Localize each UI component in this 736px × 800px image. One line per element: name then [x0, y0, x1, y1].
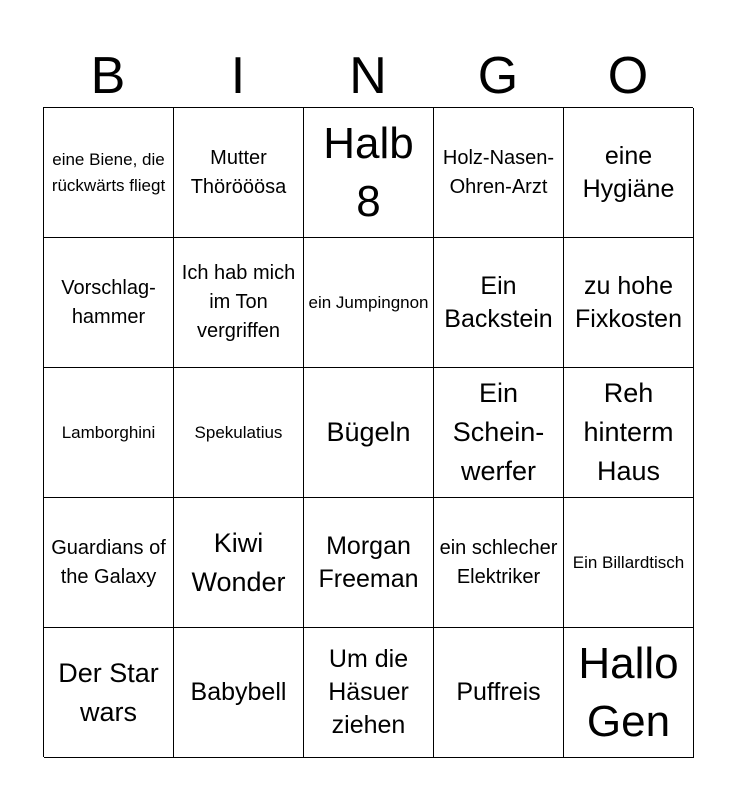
cell-text: Hallo Gen [578, 638, 679, 746]
cell-text: Kiwi Wonder [191, 527, 286, 597]
cell-text: Halb 8 [323, 118, 414, 226]
bingo-cell[interactable] [304, 238, 434, 368]
cell-text: Reh hinterm Haus [583, 378, 674, 486]
bingo-cell[interactable] [174, 108, 304, 238]
bingo-cell[interactable] [564, 368, 694, 498]
bingo-cell[interactable] [434, 498, 564, 628]
bingo-cell[interactable] [44, 498, 174, 628]
cell-text: Lamborghini [61, 422, 156, 442]
cell-text: Holz-Nasen-Ohren-Arzt [442, 146, 555, 198]
cell-text: Puffreis [456, 678, 541, 706]
bingo-cell[interactable] [564, 238, 694, 368]
bingo-cell[interactable] [304, 368, 434, 498]
header-letter-o: O [607, 47, 649, 105]
cell-text: Ein Backstein [444, 271, 553, 333]
cell-text: zu hohe Fixkosten [575, 271, 682, 333]
bingo-cell[interactable] [44, 108, 174, 238]
bingo-cell[interactable] [564, 108, 694, 238]
cell-text: Spekulatius [194, 422, 283, 442]
bingo-cell[interactable] [304, 498, 434, 628]
bingo-cell[interactable] [434, 238, 564, 368]
cell-text: eine Biene, die rückwärts fliegt [51, 149, 166, 195]
cell-text: Ein Schein-werfer [452, 378, 545, 486]
bingo-cell[interactable] [434, 368, 564, 498]
header-letter-n: N [349, 47, 387, 105]
bingo-cell[interactable] [44, 238, 174, 368]
bingo-cell[interactable] [174, 628, 304, 758]
bingo-cell[interactable] [174, 238, 304, 368]
cell-text: Vorschlag-hammer [61, 276, 156, 328]
bingo-cell[interactable] [434, 628, 564, 758]
bingo-cell[interactable] [304, 628, 434, 758]
bingo-cell[interactable] [564, 628, 694, 758]
bingo-cell[interactable] [174, 498, 304, 628]
header-letter-b: B [90, 47, 126, 105]
bingo-cell[interactable] [44, 368, 174, 498]
cell-text: ein Jumpingnon [308, 292, 429, 312]
bingo-cell[interactable] [434, 108, 564, 238]
bingo-cell[interactable] [304, 108, 434, 238]
cell-text: Ich hab mich im Ton vergriffen [181, 262, 296, 342]
bingo-cell[interactable] [174, 368, 304, 498]
cell-text: Um die Häsuer ziehen [328, 645, 409, 739]
cell-text: Mutter Thörööösa [190, 146, 287, 198]
bingo-cell[interactable] [44, 628, 174, 758]
cell-text: Der Star wars [58, 657, 159, 727]
cell-text: Guardians of the Galaxy [51, 536, 166, 588]
cell-text: Bügeln [326, 417, 411, 447]
cell-text: Babybell [190, 678, 287, 706]
cell-text: eine Hygiäne [582, 141, 675, 203]
header-letter-i: I [230, 47, 246, 105]
cell-text: Morgan Freeman [318, 531, 419, 593]
cell-text: ein schlecher Elektriker [439, 536, 558, 588]
bingo-header [43, 44, 693, 108]
bingo-cell[interactable] [564, 498, 694, 628]
cell-text: Ein Billardtisch [572, 552, 685, 572]
header-letter-g: G [477, 47, 519, 105]
bingo-grid [43, 107, 693, 757]
